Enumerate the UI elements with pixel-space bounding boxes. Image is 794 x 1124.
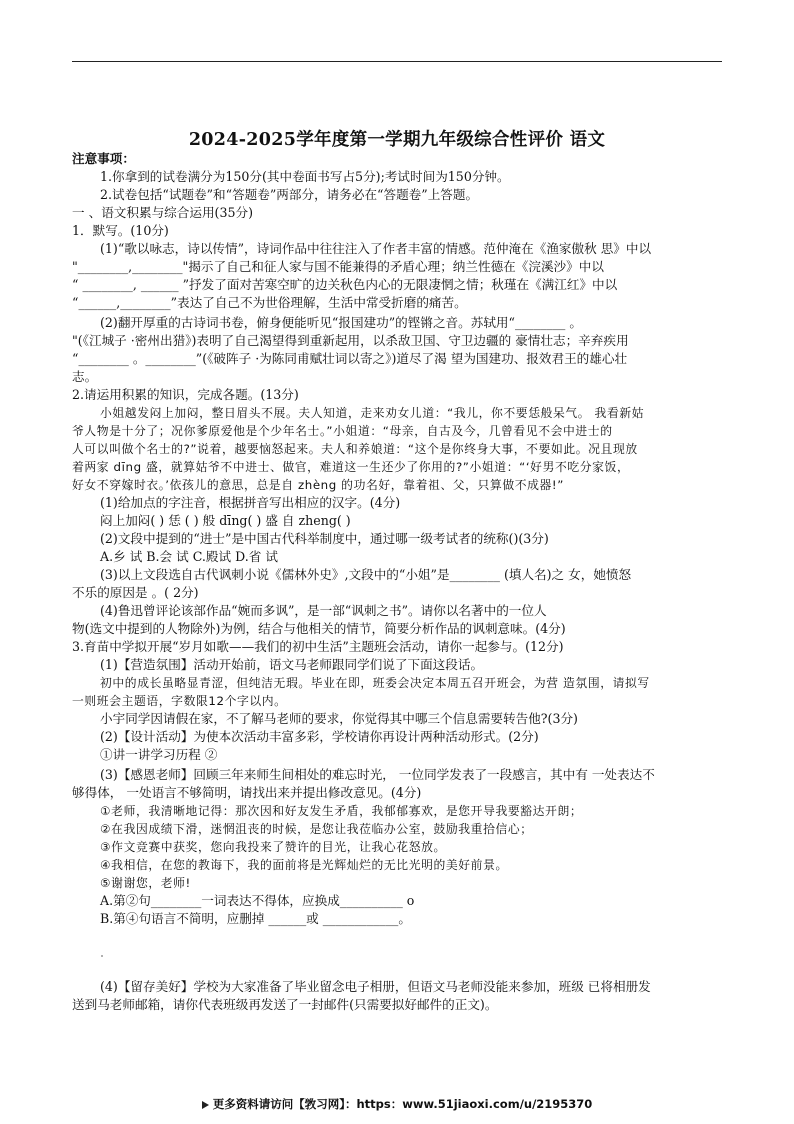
text-line: “________ 。________”(《破阵子 ·为陈同甫赋壮词以寄之》)道尽了渴 望为国建功、报效君王的雄心壮 [72, 351, 628, 366]
text-line: (3)以上文段选自古代讽刺小说《儒林外史》,文段中的“小姐”是________ (填人名)之 女，她愤怒 [100, 567, 632, 582]
text-line: 一则班会主题语，字数限12个字以内。 [72, 694, 287, 708]
text-line: A.乡 试 B.会 试 C.殿试 D.省 试 [100, 549, 278, 564]
text-line: (2)文段中提到的“进士”是中国古代科举制度中，通过哪一级考试者的统称()(3分) [100, 531, 549, 546]
text-line: 不乐的原因是 。( 2分) [72, 585, 199, 600]
text-line: 1.你拿到的试卷满分为150分(其中卷面书写占5分);考试时间为150分钟。 [100, 169, 510, 184]
text-line: 着两家 dīng 盛，就算姑爷不中进士、做官，难道这一生还少了你用的?”小姐道：“‘好男不吃分家饭， [72, 460, 630, 474]
text-line: 2.请运用积累的知识，完成各题。(13分) [72, 387, 299, 402]
text-line: ①老师，我清晰地记得：那次因和好友发生矛盾，我郁郁寡欢，是您开导我要豁达开朗； [100, 804, 583, 818]
text-line: 2.试卷包括“试题卷”和“答题卷”两部分，请务必在“答题卷”上答题。 [100, 187, 479, 202]
text-line: (1)【营造氛围】活动开始前，语文马老师跟同学们说了下面这段话。 [100, 657, 484, 672]
text-line: 送到马老师邮箱，请你代表班级再发送了一封邮件(只需要拟好邮件的正文)。 [72, 997, 498, 1012]
text-line: (1)“歌以咏志，诗以传情”，诗词作品中往往注入了作者丰富的情感。范仲淹在《渔家傲秋 思》中以 [100, 241, 652, 256]
text-line: A.第②句________一词表达不得体，应换成__________ o [100, 893, 415, 908]
text-line: ①讲一讲学习历程 ② [100, 747, 218, 762]
text-line: 够得体， 一处语言不够简明，请找出来并提出修改意见。(4分) [72, 785, 422, 800]
text-line: 志。 [72, 369, 98, 384]
text-line: 小宇同学因请假在家，不了解马老师的要求，你觉得其中哪三个信息需要转告他?(3分) [100, 711, 578, 726]
text-line: 初中的成长虽略显青涩，但纯洁无瑕。毕业在即，班委会决定本周五召开班会，为营 造氛围，请拟写 [100, 676, 650, 690]
text-line: 爷人物是十分了；况你爹原爱他是个少年名士。”小姐道：“母亲，自古及今，几曾看见不会中进士的 [72, 424, 613, 438]
text-line: ⑤谢谢您，老师! [100, 876, 191, 890]
text-line: 人可以叫做个名士的?”说着，越要恼怒起来。夫人和养娘道：“这个是你终身大事，不要如此。况且现放 [72, 442, 638, 456]
footer-text: 更多资料请访问【敩习网】：https：www.51jiaoxi.com/u/2195370 [212, 1097, 593, 1111]
text-line: 注意事项： [72, 151, 135, 166]
text-line: 好女不穿嫁时衣。’依孩儿的意思，总是自 zhèng 的功名好，靠着祖、父，只算做不成器!” [72, 478, 564, 492]
stray-mark [101, 955, 103, 957]
text-line: 物(选文中提到的人物除外)为例，结合与他相关的情节，简要分析作品的讽刺意味。(4分) [72, 621, 566, 636]
footer-link[interactable] [0, 1096, 794, 1112]
text-line: 一 、语文积累与综合运用(35分) [72, 205, 253, 220]
text-line: B.第④句语言不简明，应删掉 ______或 ____________。 [100, 911, 411, 926]
text-line: (2)翻开厚重的古诗词书卷，俯身便能听见“报国建功”的铿锵之音。苏轼用“________ 。 [100, 315, 582, 330]
header-rule [72, 61, 722, 62]
flag-icon [202, 1101, 209, 1109]
text-line: ④我相信，在您的教诲下，我的面前将是光辉灿烂的无比光明的美好前景。 [100, 858, 508, 872]
text-line: “ ________, ______ ”抒发了面对苦寒空旷的边关秋色内心的无限凄惘之情；秋瑾在《满江红》中以 [72, 277, 618, 292]
page-title: 2024-2025学年度第一学期九年级综合性评价 语文 [188, 130, 606, 150]
text-line: (2)【设计活动】为使本次活动丰富多彩，学校请你再设计两种活动形式。(2分) [100, 729, 539, 744]
text-line: "________,________"揭示了自己和征人家与国不能兼得的矛盾心理；纳兰性德在《浣溪沙》中以 [72, 259, 604, 274]
text-line: (1)给加点的字注音，根据拼音写出相应的汉字。(4分) [100, 495, 401, 510]
text-line: 小姐越发闷上加闷，整日眉头不展。夫人知道，走来劝女儿道：“我儿，你不要恁般呆气。 我看新姑 [100, 406, 645, 420]
text-line: “______,________”表达了自己不为世俗理解，生活中常受折磨的痛苦。 [72, 295, 467, 310]
text-line: 1．默写。(10分) [72, 223, 169, 238]
text-line: "(《江城子 ·密州出猎》)表明了自己渴望得到重新起用，以杀敌卫国、守卫边疆的 豪情壮志；辛弃疾用 [72, 333, 629, 348]
text-line: 闷上加闷( ) 恁 ( ) 般 dīng( ) 盛 自 zheng( ) [100, 513, 351, 528]
text-line: (4)鲁迅曾评论该部作品“婉而多讽”，是一部“讽刺之书”。请你以名著中的一位人 [100, 603, 547, 618]
text-line: (3)【感恩老师】回顾三年来师生间相处的难忘时光， 一位同学发表了一段感言，其中有 一处表达不 [100, 767, 655, 782]
text-line: (4)【留存美好】学校为大家准备了毕业留念电子相册，但语文马老师没能来参加，班级 已将相册发 [100, 979, 651, 994]
text-line: ②在我因成绩下滑，迷惘沮丧的时候，是您让我莅临办公室，鼓励我重拾信心； [100, 822, 533, 836]
text-line: 3.育苗中学拟开展“岁月如歌——我们的初中生活”主题班会活动，请你一起参与。(12分) [72, 639, 564, 654]
text-line: ③作文竞赛中获奖，您向我投来了赞许的目光，让我心花怒放。 [100, 840, 446, 854]
